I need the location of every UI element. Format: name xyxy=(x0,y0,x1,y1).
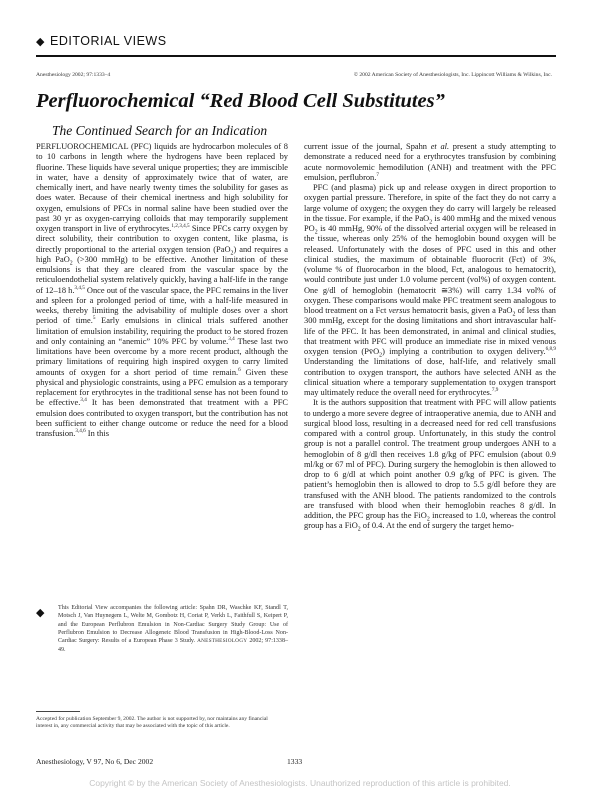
copyright-watermark: Copyright © by the American Society of Anesthesiologists. Unauthorized reproduction of this article is prohibited. xyxy=(89,778,511,788)
article-title: Perfluorochemical “Red Blood Cell Substitutes” xyxy=(36,90,445,112)
editorial-note xyxy=(36,604,288,654)
diamond-icon: ◆ xyxy=(36,606,45,619)
body-column-right xyxy=(304,142,556,532)
body-paragraph: PFC (and plasma) pick up and release oxygen in direct proportion to oxygen partial pressure. Therefore, in spite of the fact they do not carry a large volume of oxygen; the oxygen they do carry will largely be released in the tissue. For example, if the PaO$_2$ is 400 mmHg and the mixed venous $PO_2$ is 40 mmHg, 90% of the dissolved arterial oxygen will be released in the tissue, whereas only 25% of the hemoglobin bound oxygen will be released. Unfortunately with the doses of PFC used in this and other clinical studies, the maximum of obtainable fluorocrit (Fct) of 3%, (volume % of fluorocarbon in the blood, Fct, analogous to hematocrit), would contribute just under 1.0 volume percent (vol%) of oxygen content. One g/dl of hemoglobin (hematocrit ≅3%) will carry 1.34 vol% of oxygen. These comparisons would make PFC treatment seem analogous to blood treatment on a Fct versus hematocrit basis, given a PaO$_2$ of less than 300 mmHg, except for the dosing limitations and short intravascular half-life of the PFC. It has been demonstrated, in animal and clinical studies, that treatment with PFC will produce an immediate rise in mixed venous oxygen tension $(Pv̄O_2)$ implying a contribution to oxygen delivery.$^{6,8,9}$ Understanding the limitations of dose, half-life, and relatively small contribution to oxygen transport, the authors have selected ANH as the clinical situation where a temporary supplementation to oxygen transport may ultimately reduce the overall need for erythrocytes.$^{7,9}$ xyxy=(304,183,556,397)
body-paragraph: current issue of the journal, Spahn et al. present a study attempting to demonstrate a reduced need for a erythrocytes transfusion by combining acute normovolemic hemodilution (ANH) and treatment with the PFC emulsion, perflubron.$^7$ xyxy=(304,142,556,182)
section-label: EDITORIAL VIEWS xyxy=(50,34,167,48)
body-paragraph: It is the authors supposition that treatment with PFC will allow patients to undergo a more severe degree of intraoperative anemia, due to ANH and surgical blood loss, resulting in a decreased need for red cell transfusions compared with a control group. Unfortunately, in this study the control group is not a parallel control. The treatment group undergoes ANH to a hemoglobin of 8 g/dl then receives 1.8 g/kg of PFC emulsion (about 0.9 ml/kg or 67 ml of PFC). During surgery the hemoglobin is then allowed to drop to 6 g/dl at which point another 0.9 g/kg of PFC is given. The patient’s hemoglobin then is allowed to drop to 5.5 g/dl before they are transfused with the ANH blood. The patients randomized to the controls are transfused with blood when their hemoglobin reaches 8 g/dl. In addition, the PFC group has the FiO$_2$ increased to 1.0, whereas the control group has a FiO$_2$ of 0.4. At the end of surgery the target hemo- xyxy=(304,398,556,533)
editorial-note-lead: This Editorial View accompanies the following article: Spahn DR, Waschke KF, Standl T, Motsch J, Van Huynegem L, Welte M, Gombotz H, Coriat P, Verkh L, Faithfull S, Keipert P, and the European Perflubron Emulsion in Non-Cardiac Surgery Study Group: Use of Perflubron Emulsion to Decrease Allogeneic Blood Transfusion in High-Blood-Loss Non-Cardiac Surgery: Results of a European Phase 3 Study. xyxy=(58,605,288,645)
editorial-note-journal: ANESTHESIOLOGY xyxy=(197,638,248,645)
copyright-line: © 2002 American Society of Anesthesiologists, Inc. Lippincott Williams & Wilkins, Inc. xyxy=(353,72,552,78)
page-number: 1333 xyxy=(287,757,303,766)
diamond-icon: ◆ xyxy=(36,36,45,48)
body-paragraph: PERFLUOROCHEMICAL (PFC) liquids are hydrocarbon molecules of 8 to 10 carbons in length where the hydrogens have been replaced by fluorine. These liquids have several unique properties; they are immiscible in water, have a density of approximately twice that of water, are chemically inert, and have nearly twenty times the solubility for gases as does water. Because of their chemical inertness and high solubility for oxygen, emulsions of PFCs in normal saline have been studied over the past 30 yr as oxygen-carrying colloids that may temporarily supplement oxygen transport in live of erythrocytes.$^{1,2,3,4,5}$ Since PFCs carry oxygen by direct solubility, their contribution to oxygen content, like plasma, is directly proportional to the arterial oxygen tension (PaO$_2$) and requires a high PaO$_2$ (>300 mmHg) to be effective. Another limitation of these emulsions is that they are cleared from the vascular space by the reticuloendothelial system relatively quickly, having a half-life in the range of 12–18 h.$^{3,4,5}$ Once out of the vascular space, the PFC remains in the liver and spleen for a prolonged period of time, with a half-life measured in weeks, thereby limiting the advisability of multiple doses over a short period of time.$^5$ Early emulsions in clinical trials suffered another limitation of emulsion instability, requiring the product to be stored frozen and only containing an “anemic” 10% PFC by volume.$^{3,4}$ These last two limitations have been overcome by a more recent product, although the primary limitations of requiring high inspired oxygen to carry limited amounts of oxygen for a short period of time remain.$^6$ Given these physical and physiologic constraints, using a PFC emulsion as a temporary replacement for erythrocytes in the traditional sense has not been found to be effective.$^{3,4}$ It has been demonstrated that treatment with a PFC emulsion does contributed to oxygen transport, but the contribution has not been sufficient to either change outcome or reduce the need for a blood transfusion.$^{3,4,6}$ In this xyxy=(36,142,289,438)
section-header xyxy=(36,34,556,52)
issue-line: Anesthesiology, V 97, No 6, Dec 2002 xyxy=(36,757,154,766)
editorial-note-tail: 2002; 97:1338–49. xyxy=(58,638,289,653)
header-rule xyxy=(36,55,556,57)
acceptance-footnote: Accepted for publication September 9, 2002. The author is not supported by, nor maintains any financial interest in, any commercial activity that may be associated with the topic of this article. xyxy=(36,716,268,730)
editorial-note-text xyxy=(58,604,288,654)
footnote-rule xyxy=(36,711,80,712)
body-column-left xyxy=(36,142,288,439)
journal-citation: Anesthesiology 2002; 97:1333–4 xyxy=(36,72,111,78)
article-subtitle: The Continued Search for an Indication xyxy=(52,123,268,138)
